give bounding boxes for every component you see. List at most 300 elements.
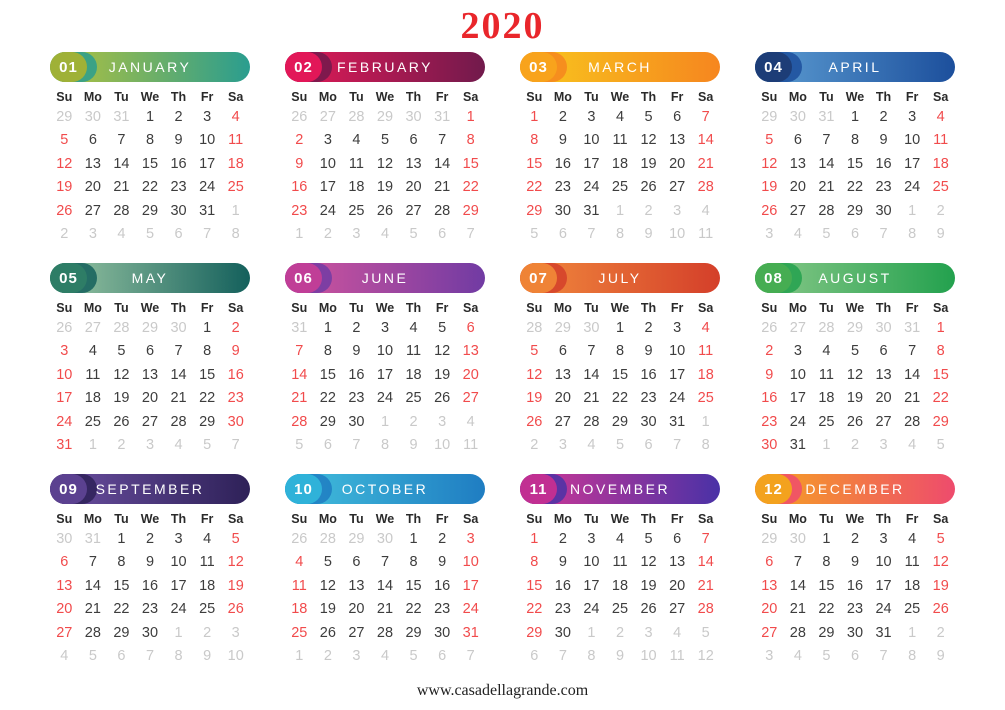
weekday-label: Tu bbox=[349, 90, 364, 104]
date-cell: 6 bbox=[850, 648, 860, 665]
date-cell: 1 bbox=[409, 530, 418, 547]
date-cell: 3 bbox=[231, 624, 240, 641]
date-cell: 5 bbox=[530, 226, 539, 243]
weekday-label: Fr bbox=[200, 512, 214, 526]
date-cell: 7 bbox=[295, 343, 304, 360]
date-cell: 5 bbox=[203, 437, 212, 454]
date-cell: 27 bbox=[141, 413, 159, 430]
weekday-label: Fr bbox=[200, 90, 214, 104]
weekday-label: Tu bbox=[114, 301, 129, 315]
date-cell: 18 bbox=[697, 366, 714, 383]
date-cell: 27 bbox=[761, 624, 778, 641]
weekday-label: Tu bbox=[819, 512, 834, 526]
date-cell: 25 bbox=[348, 202, 365, 219]
date-cell: 26 bbox=[434, 390, 451, 407]
date-cell: 1 bbox=[88, 437, 97, 454]
date-cell: 13 bbox=[761, 577, 778, 594]
date-cell: 1 bbox=[850, 108, 860, 125]
month-april bbox=[755, 52, 955, 246]
month-header-pill bbox=[50, 263, 250, 293]
months-grid bbox=[50, 52, 955, 668]
date-cell: 7 bbox=[174, 343, 183, 360]
date-cell: 16 bbox=[348, 366, 365, 383]
date-cell: 6 bbox=[438, 648, 447, 665]
weekday-label: Mo bbox=[553, 90, 572, 104]
date-cell: 29 bbox=[761, 530, 778, 547]
date-cell: 9 bbox=[558, 132, 567, 149]
weekday-header-row bbox=[520, 512, 720, 527]
date-cell: 31 bbox=[84, 530, 101, 547]
date-cell: 3 bbox=[673, 319, 682, 336]
date-cell: 22 bbox=[526, 601, 543, 618]
date-cell: 5 bbox=[88, 648, 97, 665]
month-header-pill bbox=[50, 474, 250, 504]
month-number-badge: 05 bbox=[50, 263, 87, 293]
month-header-pill bbox=[285, 263, 485, 293]
date-cell: 10 bbox=[640, 648, 657, 665]
weekday-label: Th bbox=[170, 512, 187, 526]
date-cell: 23 bbox=[227, 390, 244, 407]
date-cell: 25 bbox=[818, 413, 835, 430]
date-cell: 5 bbox=[615, 437, 625, 454]
weekday-label: Su bbox=[56, 301, 73, 315]
date-cell: 7 bbox=[558, 648, 567, 665]
date-cell: 24 bbox=[669, 390, 686, 407]
date-cell: 29 bbox=[141, 319, 159, 336]
date-cell: 28 bbox=[904, 413, 921, 430]
weekday-header-row bbox=[520, 90, 720, 105]
month-name-label: JUNE bbox=[361, 270, 409, 286]
date-cell: 3 bbox=[203, 108, 212, 125]
date-cell: 13 bbox=[554, 366, 571, 383]
date-cell: 7 bbox=[88, 554, 97, 571]
date-cell: 10 bbox=[319, 155, 336, 172]
date-cell: 3 bbox=[587, 108, 596, 125]
dates-grid bbox=[285, 316, 485, 457]
date-cell: 26 bbox=[846, 413, 864, 430]
date-cell: 4 bbox=[380, 648, 390, 665]
date-cell: 28 bbox=[84, 624, 101, 641]
date-cell: 24 bbox=[583, 601, 600, 618]
month-header-pill bbox=[520, 52, 720, 82]
date-cell: 2 bbox=[174, 108, 183, 125]
date-cell: 28 bbox=[583, 413, 600, 430]
weekday-label: Th bbox=[640, 301, 657, 315]
date-cell: 15 bbox=[405, 577, 422, 594]
date-cell: 1 bbox=[530, 530, 539, 547]
date-cell: 8 bbox=[145, 132, 155, 149]
date-cell: 4 bbox=[615, 530, 625, 547]
date-cell: 6 bbox=[673, 530, 682, 547]
month-number-badge: 08 bbox=[755, 263, 792, 293]
date-cell: 11 bbox=[612, 132, 628, 149]
date-cell: 17 bbox=[904, 155, 921, 172]
date-cell: 31 bbox=[875, 624, 892, 641]
date-cell: 12 bbox=[113, 366, 130, 383]
date-cell: 6 bbox=[558, 343, 567, 360]
month-header-pill bbox=[285, 474, 485, 504]
date-cell: 28 bbox=[113, 319, 130, 336]
dates-grid bbox=[755, 316, 955, 457]
weekday-label: Th bbox=[170, 90, 187, 104]
weekday-label: Mo bbox=[83, 512, 102, 526]
month-header-pill bbox=[520, 263, 720, 293]
date-cell: 11 bbox=[199, 554, 215, 571]
date-cell: 29 bbox=[376, 108, 394, 125]
date-cell: 9 bbox=[879, 132, 888, 149]
date-cell: 9 bbox=[409, 437, 418, 454]
date-cell: 5 bbox=[644, 530, 653, 547]
date-cell: 6 bbox=[673, 108, 682, 125]
date-cell: 18 bbox=[611, 577, 629, 594]
date-cell: 15 bbox=[846, 155, 864, 172]
date-cell: 6 bbox=[352, 554, 361, 571]
date-cell: 24 bbox=[376, 390, 394, 407]
date-cell: 22 bbox=[932, 390, 949, 407]
weekday-label: Fr bbox=[670, 512, 684, 526]
date-cell: 11 bbox=[85, 366, 101, 383]
date-cell: 28 bbox=[170, 413, 187, 430]
date-cell: 15 bbox=[932, 366, 949, 383]
date-cell: 28 bbox=[818, 319, 835, 336]
date-cell: 4 bbox=[466, 413, 475, 430]
date-cell: 18 bbox=[84, 390, 101, 407]
date-cell: 9 bbox=[558, 554, 567, 571]
date-cell: 2 bbox=[936, 202, 945, 219]
date-cell: 29 bbox=[113, 624, 130, 641]
date-cell: 22 bbox=[462, 179, 479, 196]
date-cell: 15 bbox=[319, 366, 336, 383]
date-cell: 28 bbox=[789, 624, 806, 641]
date-cell: 19 bbox=[526, 390, 543, 407]
date-cell: 29 bbox=[846, 319, 864, 336]
date-cell: 28 bbox=[376, 624, 394, 641]
date-cell: 2 bbox=[117, 437, 126, 454]
date-cell: 29 bbox=[405, 624, 422, 641]
date-cell: 27 bbox=[669, 601, 686, 618]
date-cell: 18 bbox=[405, 366, 422, 383]
date-cell: 1 bbox=[936, 319, 945, 336]
date-cell: 25 bbox=[405, 390, 422, 407]
date-cell: 2 bbox=[765, 343, 774, 360]
month-name-label: FEBRUARY bbox=[337, 59, 433, 75]
date-cell: 14 bbox=[84, 577, 101, 594]
date-cell: 20 bbox=[875, 390, 892, 407]
date-cell: 3 bbox=[558, 437, 567, 454]
date-cell: 5 bbox=[936, 530, 945, 547]
date-cell: 28 bbox=[348, 108, 365, 125]
date-cell: 19 bbox=[434, 366, 451, 383]
date-cell: 22 bbox=[319, 390, 336, 407]
date-cell: 22 bbox=[611, 390, 629, 407]
weekday-label: Mo bbox=[553, 512, 572, 526]
weekday-label: Tu bbox=[819, 301, 834, 315]
weekday-label: Su bbox=[291, 301, 308, 315]
weekday-label: Sa bbox=[698, 512, 714, 526]
dates-grid bbox=[50, 105, 250, 246]
date-cell: 11 bbox=[291, 577, 307, 594]
month-march bbox=[520, 52, 720, 246]
date-cell: 3 bbox=[438, 413, 447, 430]
date-cell: 10 bbox=[199, 132, 216, 149]
date-cell: 23 bbox=[846, 601, 864, 618]
weekday-label: Mo bbox=[788, 301, 807, 315]
date-cell: 1 bbox=[466, 108, 475, 125]
date-cell: 28 bbox=[526, 319, 543, 336]
date-cell: 7 bbox=[701, 108, 710, 125]
date-cell: 4 bbox=[701, 202, 710, 219]
date-cell: 30 bbox=[761, 437, 778, 454]
date-cell: 1 bbox=[908, 202, 917, 219]
date-cell: 7 bbox=[466, 226, 475, 243]
date-cell: 11 bbox=[904, 554, 920, 571]
date-cell: 10 bbox=[583, 554, 600, 571]
date-cell: 26 bbox=[932, 601, 949, 618]
weekday-label: Tu bbox=[349, 301, 364, 315]
month-number-badge: 10 bbox=[285, 474, 322, 504]
date-cell: 12 bbox=[227, 554, 244, 571]
month-name-label: JANUARY bbox=[108, 59, 192, 75]
date-cell: 4 bbox=[380, 226, 390, 243]
date-cell: 19 bbox=[846, 390, 864, 407]
date-cell: 1 bbox=[203, 319, 212, 336]
month-name-label: JULY bbox=[598, 270, 642, 286]
date-cell: 4 bbox=[615, 108, 625, 125]
date-cell: 14 bbox=[697, 554, 714, 571]
date-cell: 15 bbox=[818, 577, 835, 594]
date-cell: 4 bbox=[793, 648, 802, 665]
date-cell: 17 bbox=[376, 366, 394, 383]
date-cell: 25 bbox=[199, 601, 216, 618]
date-cell: 2 bbox=[850, 530, 860, 547]
date-cell: 4 bbox=[231, 108, 240, 125]
weekday-header-row bbox=[50, 301, 250, 316]
date-cell: 26 bbox=[526, 413, 543, 430]
date-cell: 27 bbox=[669, 179, 686, 196]
date-cell: 26 bbox=[640, 601, 657, 618]
date-cell: 24 bbox=[904, 179, 921, 196]
date-cell: 30 bbox=[789, 530, 806, 547]
date-cell: 27 bbox=[56, 624, 73, 641]
date-cell: 2 bbox=[644, 319, 653, 336]
date-cell: 26 bbox=[376, 202, 394, 219]
date-cell: 30 bbox=[875, 202, 892, 219]
date-cell: 22 bbox=[818, 601, 835, 618]
date-cell: 30 bbox=[846, 624, 864, 641]
date-cell: 24 bbox=[462, 601, 479, 618]
date-cell: 8 bbox=[530, 554, 539, 571]
weekday-label: Mo bbox=[318, 90, 337, 104]
weekday-label: Mo bbox=[83, 90, 102, 104]
date-cell: 19 bbox=[56, 179, 73, 196]
date-cell: 26 bbox=[319, 624, 336, 641]
date-cell: 23 bbox=[170, 179, 187, 196]
weekday-label: Tu bbox=[819, 90, 834, 104]
weekday-label: We bbox=[845, 90, 865, 104]
month-name-label: SEPTEMBER bbox=[95, 481, 205, 497]
date-cell: 20 bbox=[348, 601, 365, 618]
date-cell: 9 bbox=[438, 554, 447, 571]
date-cell: 5 bbox=[936, 437, 945, 454]
weekday-label: Sa bbox=[933, 512, 949, 526]
date-cell: 11 bbox=[698, 226, 714, 243]
date-cell: 1 bbox=[530, 108, 539, 125]
date-cell: 5 bbox=[145, 226, 155, 243]
date-cell: 1 bbox=[145, 108, 155, 125]
date-cell: 8 bbox=[822, 554, 831, 571]
weekday-label: Sa bbox=[228, 512, 244, 526]
month-header-pill bbox=[755, 52, 955, 82]
date-cell: 9 bbox=[936, 648, 945, 665]
date-cell: 5 bbox=[701, 624, 710, 641]
date-cell: 17 bbox=[319, 179, 336, 196]
weekday-label: Th bbox=[640, 90, 657, 104]
date-cell: 4 bbox=[822, 343, 831, 360]
date-cell: 17 bbox=[583, 155, 600, 172]
dates-grid bbox=[520, 105, 720, 246]
date-cell: 13 bbox=[141, 366, 159, 383]
date-cell: 16 bbox=[434, 577, 451, 594]
date-cell: 3 bbox=[587, 530, 596, 547]
date-cell: 23 bbox=[761, 413, 778, 430]
date-cell: 1 bbox=[295, 226, 304, 243]
date-cell: 27 bbox=[84, 202, 101, 219]
date-cell: 6 bbox=[438, 226, 447, 243]
date-cell: 3 bbox=[908, 108, 917, 125]
date-cell: 7 bbox=[145, 648, 155, 665]
date-cell: 29 bbox=[846, 202, 864, 219]
date-cell: 2 bbox=[644, 202, 653, 219]
weekday-label: We bbox=[140, 301, 160, 315]
date-cell: 4 bbox=[174, 437, 183, 454]
date-cell: 6 bbox=[765, 554, 774, 571]
date-cell: 9 bbox=[203, 648, 212, 665]
date-cell: 7 bbox=[879, 226, 888, 243]
date-cell: 30 bbox=[141, 624, 159, 641]
date-cell: 20 bbox=[84, 179, 101, 196]
date-cell: 18 bbox=[932, 155, 949, 172]
date-cell: 11 bbox=[612, 554, 628, 571]
date-cell: 29 bbox=[761, 108, 778, 125]
month-header-pill bbox=[755, 263, 955, 293]
date-cell: 12 bbox=[640, 132, 657, 149]
date-cell: 5 bbox=[60, 132, 69, 149]
date-cell: 29 bbox=[199, 413, 216, 430]
date-cell: 9 bbox=[615, 648, 625, 665]
date-cell: 5 bbox=[765, 132, 774, 149]
month-name-label: NOVEMBER bbox=[569, 481, 671, 497]
date-cell: 25 bbox=[84, 413, 101, 430]
month-august bbox=[755, 263, 955, 457]
date-cell: 5 bbox=[295, 437, 304, 454]
date-cell: 3 bbox=[380, 319, 390, 336]
date-cell: 8 bbox=[530, 132, 539, 149]
date-cell: 4 bbox=[908, 437, 917, 454]
date-cell: 7 bbox=[352, 437, 361, 454]
date-cell: 26 bbox=[56, 202, 73, 219]
date-cell: 2 bbox=[352, 319, 361, 336]
date-cell: 22 bbox=[199, 390, 216, 407]
date-cell: 4 bbox=[673, 624, 682, 641]
weekday-header-row bbox=[50, 512, 250, 527]
date-cell: 5 bbox=[438, 319, 447, 336]
date-cell: 12 bbox=[846, 366, 864, 383]
date-cell: 6 bbox=[466, 319, 475, 336]
date-cell: 14 bbox=[291, 366, 308, 383]
weekday-label: Mo bbox=[318, 301, 337, 315]
date-cell: 5 bbox=[380, 132, 390, 149]
date-cell: 20 bbox=[141, 390, 159, 407]
date-cell: 31 bbox=[56, 437, 73, 454]
date-cell: 8 bbox=[701, 437, 710, 454]
date-cell: 31 bbox=[462, 624, 479, 641]
date-cell: 15 bbox=[526, 577, 543, 594]
weekday-label: Tu bbox=[349, 512, 364, 526]
weekday-label: Th bbox=[640, 512, 657, 526]
weekday-label: Fr bbox=[905, 301, 919, 315]
date-cell: 29 bbox=[319, 413, 336, 430]
date-cell: 29 bbox=[818, 624, 835, 641]
date-cell: 6 bbox=[409, 132, 418, 149]
weekday-header-row bbox=[755, 90, 955, 105]
date-cell: 2 bbox=[936, 624, 945, 641]
weekday-label: Th bbox=[405, 90, 422, 104]
date-cell: 21 bbox=[789, 601, 806, 618]
date-cell: 20 bbox=[554, 390, 571, 407]
date-cell: 10 bbox=[669, 343, 686, 360]
weekday-label: Sa bbox=[933, 90, 949, 104]
date-cell: 10 bbox=[875, 554, 892, 571]
date-cell: 11 bbox=[818, 366, 834, 383]
date-cell: 13 bbox=[348, 577, 365, 594]
date-cell: 3 bbox=[765, 226, 774, 243]
date-cell: 27 bbox=[462, 390, 479, 407]
date-cell: 3 bbox=[673, 202, 682, 219]
date-cell: 10 bbox=[170, 554, 187, 571]
date-cell: 8 bbox=[117, 554, 126, 571]
date-cell: 19 bbox=[640, 577, 657, 594]
date-cell: 31 bbox=[199, 202, 216, 219]
weekday-label: Su bbox=[291, 90, 308, 104]
date-cell: 26 bbox=[227, 601, 244, 618]
date-cell: 11 bbox=[406, 343, 422, 360]
weekday-label: Su bbox=[56, 512, 73, 526]
date-cell: 21 bbox=[434, 179, 451, 196]
weekday-label: Sa bbox=[698, 301, 714, 315]
date-cell: 4 bbox=[295, 554, 304, 571]
date-cell: 20 bbox=[761, 601, 778, 618]
date-cell: 21 bbox=[697, 155, 714, 172]
date-cell: 6 bbox=[117, 648, 126, 665]
date-cell: 1 bbox=[295, 648, 304, 665]
weekday-label: Th bbox=[405, 512, 422, 526]
date-cell: 4 bbox=[587, 437, 596, 454]
date-cell: 22 bbox=[526, 179, 543, 196]
date-cell: 24 bbox=[56, 413, 73, 430]
weekday-header-row bbox=[285, 301, 485, 316]
date-cell: 8 bbox=[466, 132, 475, 149]
weekday-label: We bbox=[845, 512, 865, 526]
date-cell: 17 bbox=[875, 577, 892, 594]
date-cell: 20 bbox=[405, 179, 422, 196]
weekday-label: Sa bbox=[463, 90, 479, 104]
date-cell: 13 bbox=[56, 577, 73, 594]
date-cell: 1 bbox=[587, 624, 596, 641]
date-cell: 7 bbox=[879, 648, 888, 665]
weekday-label: Mo bbox=[318, 512, 337, 526]
date-cell: 15 bbox=[199, 366, 216, 383]
date-cell: 29 bbox=[56, 108, 73, 125]
